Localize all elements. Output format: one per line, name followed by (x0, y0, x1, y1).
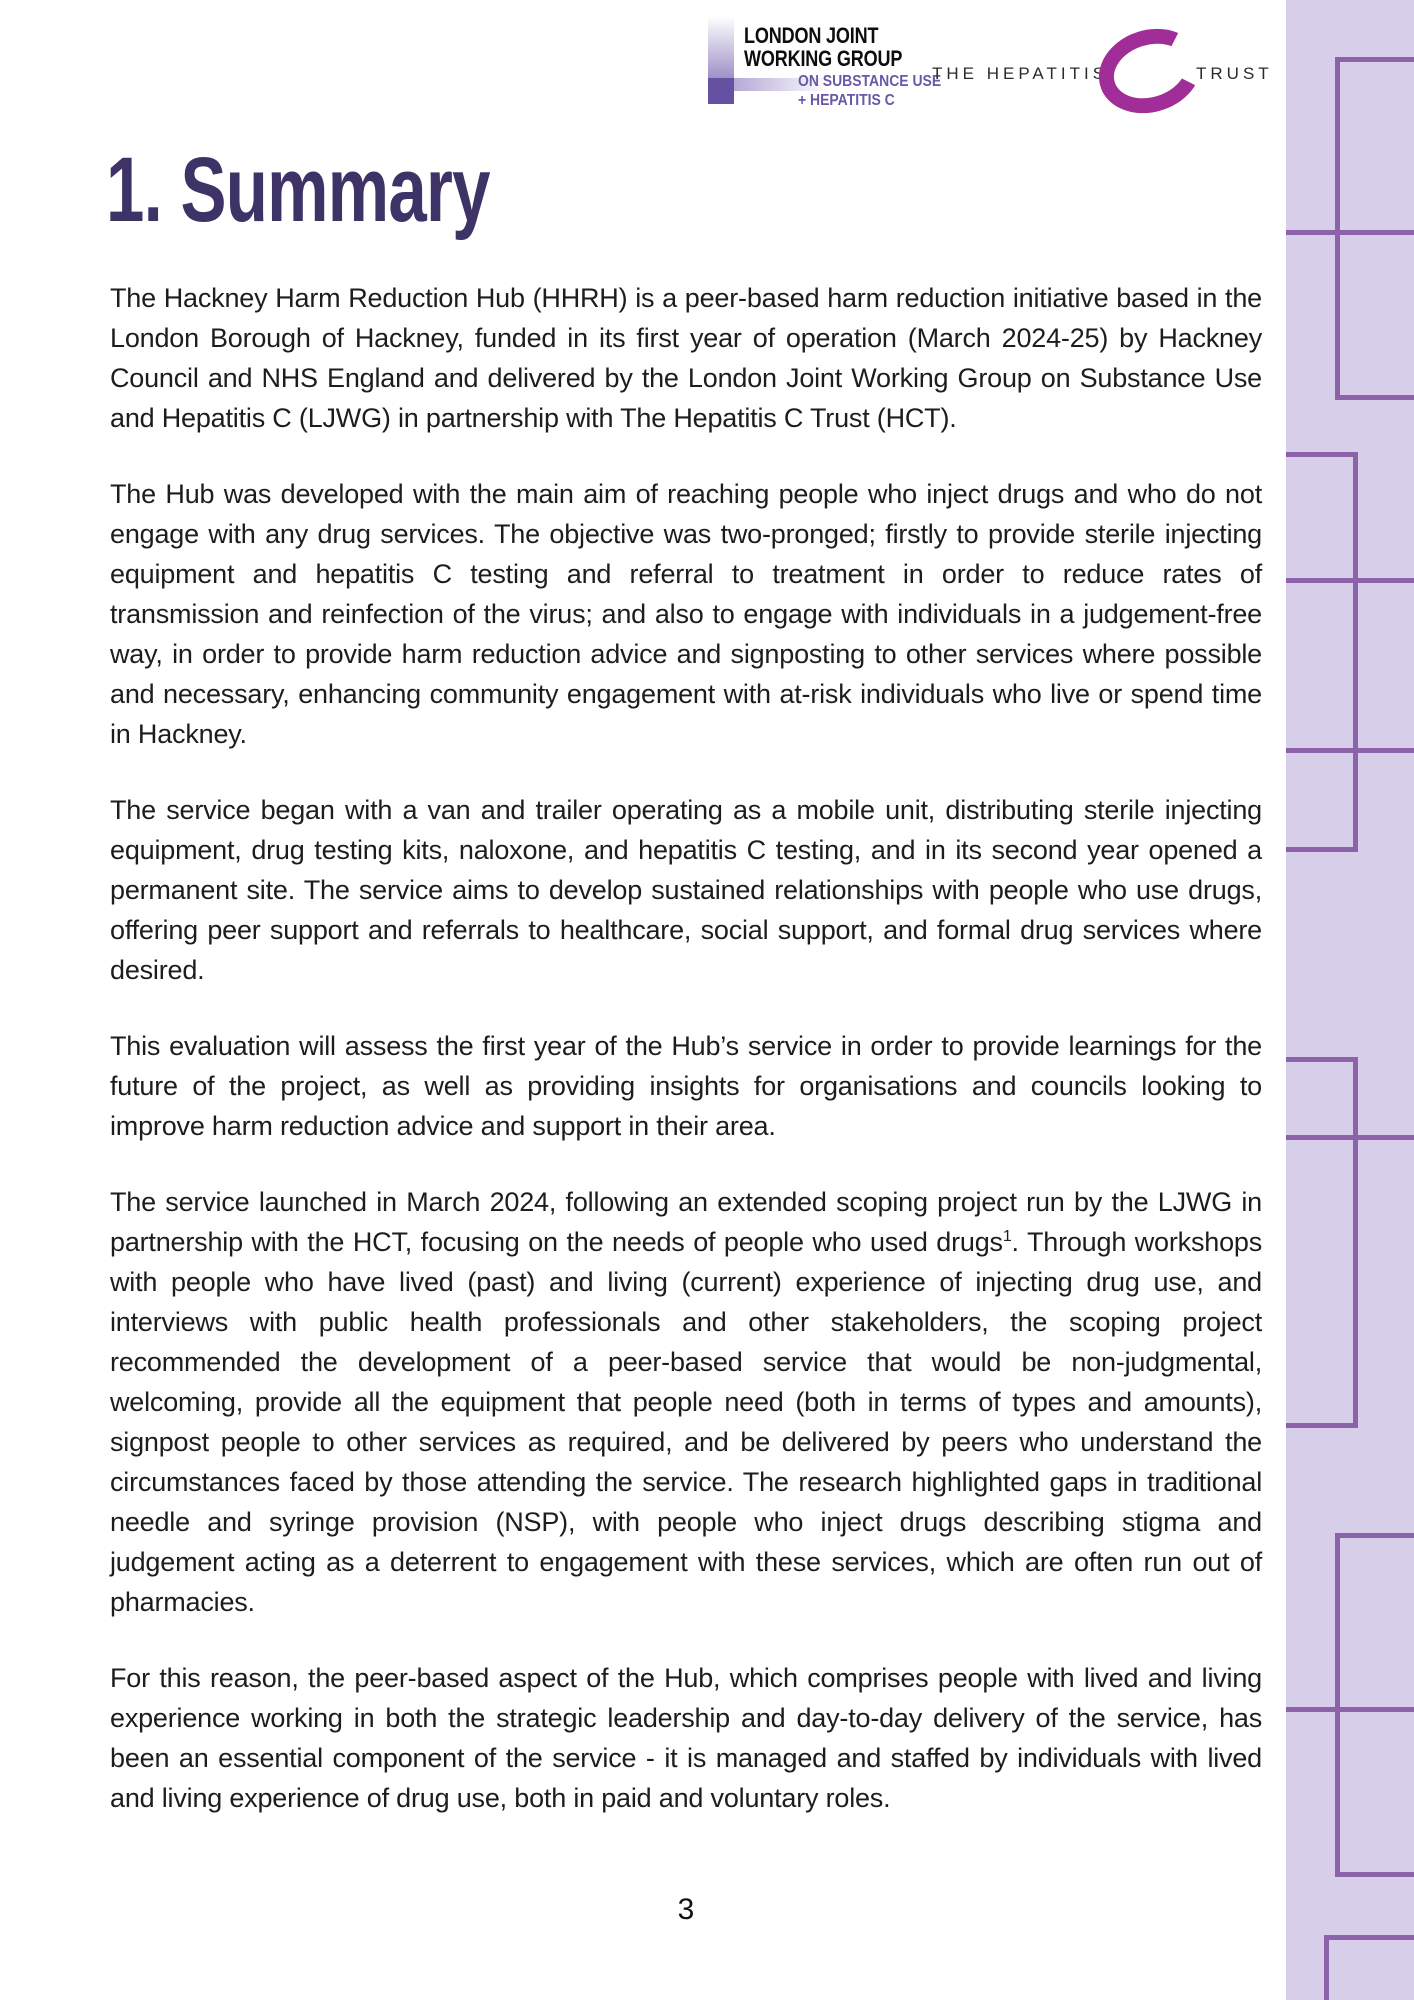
ljwg-logo-sub2: + HEPATITIS C (798, 92, 895, 109)
hepatitis-c-brush-icon (1088, 16, 1212, 126)
decorative-line (1335, 57, 1414, 62)
hct-logo-text-left: THE HEPATITIS (932, 64, 1109, 83)
ljwg-logo-line2: WORKING GROUP (744, 46, 903, 71)
decorative-line (1286, 1057, 1358, 1062)
paragraph-text: The Hub was developed with the main aim of reaching people who inject drugs and who do not engage with any drug services. The objective was two-pronged; firstly to provide sterile injecting equipment and hepatitis C testing and referral to treatment in order to reduce rates of transmission and reinfection of the virus; and also to engage with individuals in a judgement-free way, in order to provide harm reduction advice and signposting to other services where possible and necessary, enhancing community engagement with at-risk individuals who live or spend time in Hackney. (110, 479, 1262, 749)
summary-body (110, 278, 1262, 1854)
decorative-line (1286, 1423, 1358, 1428)
paragraph-text: The service launched in March 2024, following an extended scoping project run by the LJWG in partnership with the HCT, focusing on the needs of people who used drugs (110, 1187, 1262, 1257)
paragraph-text: For this reason, the peer-based aspect of the Hub, which comprises people with lived and living experience working in both the strategic leadership and day-to-day delivery of the service, has been an essential component of the service - it is managed and staffed by individuals with lived and living experience of drug use, both in paid and voluntary roles. (110, 1663, 1262, 1813)
page-number: 3 (677, 1893, 695, 1926)
summary-paragraph-2 (110, 474, 1262, 754)
decorative-line (1286, 578, 1414, 583)
decorative-line (1286, 847, 1358, 852)
summary-paragraph-5 (110, 1182, 1262, 1622)
decorative-line (1335, 1533, 1340, 1877)
summary-paragraph-6 (110, 1658, 1262, 1818)
decorative-line (1353, 452, 1358, 852)
decorative-line (1286, 452, 1358, 457)
decorative-line (1335, 395, 1414, 400)
page-title: 1. Summary (106, 139, 490, 241)
summary-paragraph-4 (110, 1026, 1262, 1146)
decorative-line (1324, 1935, 1329, 2000)
sidebar-decoration (1286, 0, 1414, 2000)
ljwg-gradient-strip (708, 16, 734, 78)
ljwg-logo-subtitle (798, 72, 941, 110)
summary-paragraph-3 (110, 790, 1262, 990)
decorative-line (1286, 1707, 1414, 1712)
paragraph-text: This evaluation will assess the first year of the Hub’s service in order to provide learnings for the future of the project, as well as providing insights for organisations and councils looking to improve harm reduction advice and support in their area. (110, 1031, 1262, 1141)
ljwg-logo-line1: LONDON JOINT (744, 23, 879, 48)
decorative-line (1286, 748, 1414, 753)
decorative-line (1286, 230, 1414, 235)
decorative-line (1335, 1533, 1414, 1538)
decorative-line (1324, 1935, 1414, 1940)
footnote-marker: 1 (1002, 1228, 1012, 1245)
hct-logo-text-right: TRUST (1196, 64, 1273, 83)
decorative-line (1335, 57, 1340, 398)
ljwg-logo-title (744, 24, 902, 70)
paragraph-text: The Hackney Harm Reduction Hub (HHRH) is a peer-based harm reduction initiative based in the London Borough of Hackney, funded in its first year of operation (March 2024-25) by Hackney Council and NHS England and delivered by the London Joint Working Group on Substance Use and Hepatitis C (LJWG) in partnership with The Hepatitis C Trust (HCT). (110, 283, 1262, 433)
decorative-line (1335, 1872, 1414, 1877)
ljwg-square-mark (708, 78, 734, 104)
decorative-line (1286, 1135, 1414, 1140)
decorative-line (1353, 1057, 1358, 1428)
ljwg-logo-sub1: ON SUBSTANCE USE (798, 73, 942, 90)
paragraph-text: . Through workshops with people who have lived (past) and living (current) experience of injecting drug use, and interviews with public health professionals and other stakeholders, the scoping project recommended the development of a peer-based service that would be non-judgmental, welcoming, provide all the equipment that people need (both in terms of types and amounts), signpost people to other services as required, and be delivered by peers who understand the circumstances faced by those attending the service. The research highlighted gaps in traditional needle and syringe provision (NSP), with people who inject drugs describing stigma and judgement acting as a deterrent to engagement with these services, which are often run out of pharmacies. (110, 1227, 1262, 1617)
summary-paragraph-1 (110, 278, 1262, 438)
paragraph-text: The service began with a van and trailer operating as a mobile unit, distributing sterile injecting equipment, drug testing kits, naloxone, and hepatitis C testing, and in its second year opened a permanent site. The service aims to develop sustained relationships with people who use drugs, offering peer support and referrals to healthcare, social support, and formal drug services where desired. (110, 795, 1262, 985)
